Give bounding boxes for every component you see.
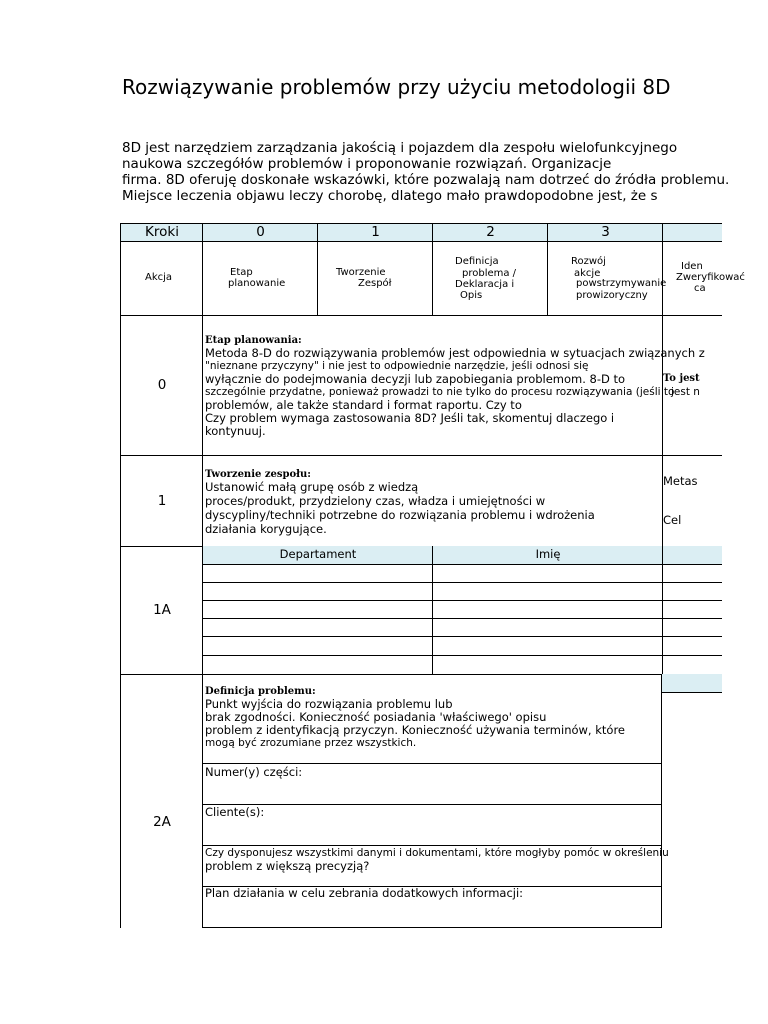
row-0-heading: Etap planowania: bbox=[205, 335, 302, 346]
col-extra bbox=[662, 546, 722, 565]
team-cell[interactable] bbox=[202, 636, 433, 656]
team-cell[interactable] bbox=[662, 600, 722, 619]
intro-line: naukowa szczegółów problemów i proponowanie rozwiązań. Organizacje bbox=[122, 156, 612, 172]
action-cell-3 bbox=[547, 241, 667, 316]
data-availability-field[interactable] bbox=[202, 845, 669, 887]
action-plan-label: Plan działania w celu zebrania dodatkowych informacji: bbox=[205, 886, 524, 900]
action-text: Opis bbox=[460, 290, 483, 301]
action-text: Iden bbox=[681, 261, 703, 272]
problem-definition-cell bbox=[202, 674, 662, 764]
team-cell[interactable] bbox=[202, 564, 433, 583]
header-kroki-label: Kroki bbox=[145, 224, 179, 240]
problem-definition-line: mogą być zrozumiane przez wszystkich. bbox=[205, 737, 417, 749]
team-cell[interactable] bbox=[432, 618, 663, 637]
team-cell[interactable] bbox=[662, 582, 722, 601]
row-1-line: Ustanowić małą grupę osób z wiedzą bbox=[205, 480, 419, 494]
row-1-side bbox=[662, 455, 722, 547]
col-name bbox=[432, 546, 663, 565]
row-0-line: problemów, ale także standard i format raportu. Czy to bbox=[205, 398, 522, 412]
team-cell[interactable] bbox=[432, 600, 663, 619]
team-cell[interactable] bbox=[432, 655, 663, 675]
team-cell[interactable] bbox=[432, 582, 663, 601]
problem-definition-line: problem z identyfikacją przyczyn. Konieczność używania terminów, które bbox=[205, 723, 625, 737]
header-step-2 bbox=[432, 223, 548, 242]
action-plan-field[interactable] bbox=[202, 886, 662, 928]
problem-definition-line: Punkt wyjścia do rozwiązania problemu lub bbox=[205, 697, 453, 711]
action-text: akcje bbox=[574, 268, 601, 279]
row-1-line: działania korygujące. bbox=[205, 522, 327, 536]
action-text: Deklaracja i bbox=[455, 279, 515, 290]
col-department-label: Departament bbox=[279, 547, 357, 561]
col-department bbox=[202, 546, 433, 565]
team-cell[interactable] bbox=[662, 655, 722, 675]
header-kroki bbox=[120, 223, 203, 242]
row-1-text bbox=[205, 469, 595, 537]
row-step-number: 1A bbox=[153, 602, 171, 618]
header-step-label: 3 bbox=[601, 224, 610, 240]
action-text: Definicja bbox=[455, 256, 499, 267]
action-label: Akcja bbox=[145, 272, 173, 283]
row-0-line: szczególnie przydatne, ponieważ prowadzi to nie tylko do procesu rozwiązywania (jeśli to bbox=[205, 386, 675, 398]
action-text: Zespół bbox=[358, 278, 392, 289]
row-1-heading: Tworzenie zespołu: bbox=[205, 469, 311, 480]
problem-definition-line: brak zgodności. Konieczność posiadania 'właściwego' opisu bbox=[205, 710, 547, 724]
header-step-0 bbox=[202, 223, 318, 242]
row-step-2a bbox=[120, 674, 203, 928]
header-step-4 bbox=[662, 223, 722, 242]
row-0-side-text: jest n bbox=[671, 386, 700, 398]
row-1-side-cel: Cel bbox=[663, 513, 682, 527]
clients-label: Cliente(s): bbox=[205, 805, 265, 819]
row-0-line: Metoda 8-D do rozwiązywania problemów jest odpowiednia w sytuacjach związanych z bbox=[205, 346, 705, 360]
action-text: ca bbox=[694, 283, 706, 294]
team-cell[interactable] bbox=[662, 636, 722, 656]
row-step-number: 1 bbox=[157, 493, 167, 509]
data-question-line: problem z większą precyzją? bbox=[205, 859, 370, 873]
action-text: planowanie bbox=[228, 278, 286, 289]
row-1-side-metas: Metas bbox=[663, 474, 698, 488]
team-cell[interactable] bbox=[202, 655, 433, 675]
row-0-side-heading: To jest bbox=[663, 373, 700, 384]
action-text: Etap bbox=[230, 267, 253, 278]
row-1-line: dyscypliny/techniki potrzebne do rozwiązania problemu i wdrożenia bbox=[205, 508, 595, 522]
team-cell[interactable] bbox=[432, 636, 663, 656]
action-text: Tworzenie bbox=[336, 267, 386, 278]
row-0-line: Czy problem wymaga zastosowania 8D? Jeśli tak, skomentuj dlaczego i bbox=[205, 411, 615, 425]
page-title: Rozwiązywanie problemów przy użyciu metodologii 8D bbox=[122, 75, 671, 99]
team-cell[interactable] bbox=[662, 618, 722, 637]
header-step-1 bbox=[317, 223, 433, 242]
header-step-label: 0 bbox=[256, 224, 265, 240]
row-step-number: 0 bbox=[157, 377, 167, 393]
header-step-label: 2 bbox=[486, 224, 495, 240]
action-text: Rozwój bbox=[571, 256, 606, 267]
part-numbers-field[interactable] bbox=[202, 763, 662, 805]
team-cell[interactable] bbox=[432, 564, 663, 583]
action-label-cell bbox=[120, 241, 203, 316]
intro-line: 8D jest narzędziem zarządzania jakością i pojazdem dla zespołu wielofunkcyjnego bbox=[122, 140, 678, 156]
action-cell-2 bbox=[432, 241, 548, 316]
row-2a-side-header bbox=[662, 674, 722, 693]
action-text: problema / bbox=[462, 268, 517, 279]
data-question-line: Czy dysponujesz wszystkimi danymi i dokumentami, które mogłyby pomóc w określeniu bbox=[205, 847, 669, 859]
row-0-text bbox=[205, 335, 705, 438]
row-step-1 bbox=[120, 455, 203, 547]
row-0-line: wyłącznie do podejmowania decyzji lub zapobiegania problemom. 8-D to bbox=[205, 372, 626, 386]
row-0-line: "nieznane przyczyny" i nie jest to odpowiednie narzędzie, jeśli odnosi się bbox=[205, 360, 589, 372]
row-1-line: proces/produkt, przydzielony czas, władza i umiejętności w bbox=[205, 494, 546, 508]
col-name-label: Imię bbox=[535, 547, 561, 561]
row-step-1a bbox=[120, 546, 203, 675]
action-text: prowizoryczny bbox=[576, 290, 648, 301]
team-cell[interactable] bbox=[202, 618, 433, 637]
part-numbers-label: Numer(y) części: bbox=[205, 765, 303, 779]
header-step-3 bbox=[547, 223, 663, 242]
intro-line: firma. 8D oferuję doskonałe wskazówki, które pozwalają nam dotrzeć do źródła problemu. bbox=[122, 172, 730, 188]
problem-definition-heading: Definicja problemu: bbox=[205, 686, 316, 697]
intro-line: Miejsce leczenia objawu leczy chorobę, dlatego mało prawdopodobne jest, że s bbox=[122, 188, 658, 204]
header-step-label: 1 bbox=[371, 224, 380, 240]
row-0-line: kontynuuj. bbox=[205, 424, 266, 438]
action-text: powstrzymywanie bbox=[576, 278, 667, 289]
action-text: Zweryfikować bbox=[676, 272, 745, 283]
team-cell[interactable] bbox=[662, 564, 722, 583]
clients-field[interactable] bbox=[202, 804, 662, 846]
row-step-0 bbox=[120, 315, 203, 456]
action-cell-1 bbox=[317, 241, 433, 316]
action-cell-0 bbox=[202, 241, 318, 316]
row-step-number: 2A bbox=[153, 814, 171, 830]
team-cell[interactable] bbox=[202, 600, 433, 619]
team-cell[interactable] bbox=[202, 582, 433, 601]
action-cell-4 bbox=[662, 241, 745, 316]
